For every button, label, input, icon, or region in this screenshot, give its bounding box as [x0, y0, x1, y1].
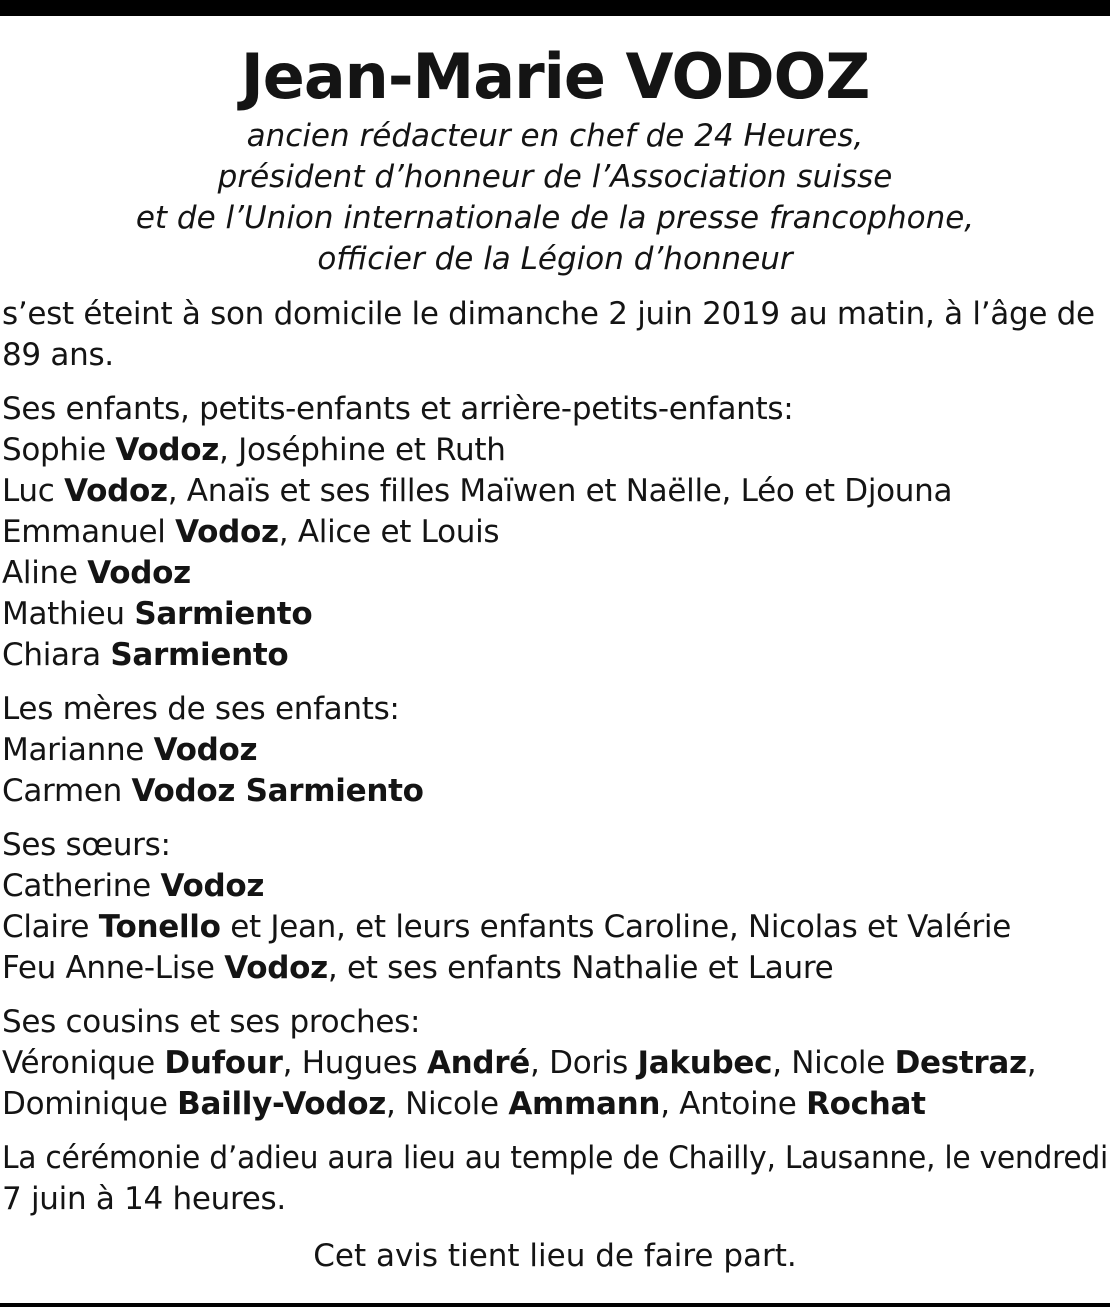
section-heading: Ses sœurs:: [2, 827, 171, 863]
section-heading: Ses cousins et ses proches:: [2, 1004, 421, 1040]
announcement-line: s’est éteint à son domicile le dimanche 2 juin 2019 au matin, à l’âge de: [2, 296, 1095, 332]
family-line: Marianne Vodoz: [2, 732, 258, 768]
ceremony-section: [2, 1138, 1108, 1220]
ceremony-line: La cérémonie d’adieu aura lieu au temple de Chailly, Lausanne, le vendredi: [2, 1140, 1109, 1176]
family-line: Claire Tonello et Jean, et leurs enfants Caroline, Nicolas et Valérie: [2, 909, 1011, 945]
announcement: [2, 294, 1108, 376]
subtitle-line: président d’honneur de l’Association suisse: [217, 159, 893, 195]
family-line: Aline Vodoz: [2, 555, 191, 591]
children-section: [2, 389, 1108, 676]
family-line: Sophie Vodoz, Joséphine et Ruth: [2, 432, 506, 468]
section-heading: Les mères de ses enfants:: [2, 691, 400, 727]
family-line: Véronique Dufour, Hugues André, Doris Jakubec, Nicole Destraz,: [2, 1045, 1037, 1081]
family-line: Catherine Vodoz: [2, 868, 265, 904]
subtitle: [2, 116, 1108, 280]
mothers-section: [2, 689, 1108, 812]
bottom-rule: [0, 1303, 1110, 1307]
family-line: Carmen Vodoz Sarmiento: [2, 773, 424, 809]
sisters-section: [2, 825, 1108, 989]
cousins-section: [2, 1002, 1108, 1125]
family-line: Dominique Bailly-Vodoz, Nicole Ammann, Antoine Rochat: [2, 1086, 926, 1122]
family-line: Luc Vodoz, Anaïs et ses filles Maïwen et Naëlle, Léo et Djouna: [2, 473, 953, 509]
family-line: Mathieu Sarmiento: [2, 596, 313, 632]
family-line: Chiara Sarmiento: [2, 637, 289, 673]
top-rule: [0, 0, 1110, 16]
subtitle-line: officier de la Légion d’honneur: [317, 241, 793, 277]
closing-note: Cet avis tient lieu de faire part.: [313, 1238, 797, 1274]
obituary-notice: [2, 38, 1108, 1277]
deceased-name: Jean-Marie VODOZ: [240, 40, 870, 113]
announcement-line: 89 ans.: [2, 337, 114, 373]
family-line: Emmanuel Vodoz, Alice et Louis: [2, 514, 500, 550]
ceremony-line: 7 juin à 14 heures.: [2, 1181, 286, 1217]
subtitle-line: et de l’Union internationale de la presse francophone,: [135, 200, 975, 236]
family-line: Feu Anne-Lise Vodoz, et ses enfants Nathalie et Laure: [2, 950, 834, 986]
section-heading: Ses enfants, petits-enfants et arrière-petits-enfants:: [2, 391, 794, 427]
subtitle-line: ancien rédacteur en chef de 24 Heures,: [246, 118, 864, 154]
